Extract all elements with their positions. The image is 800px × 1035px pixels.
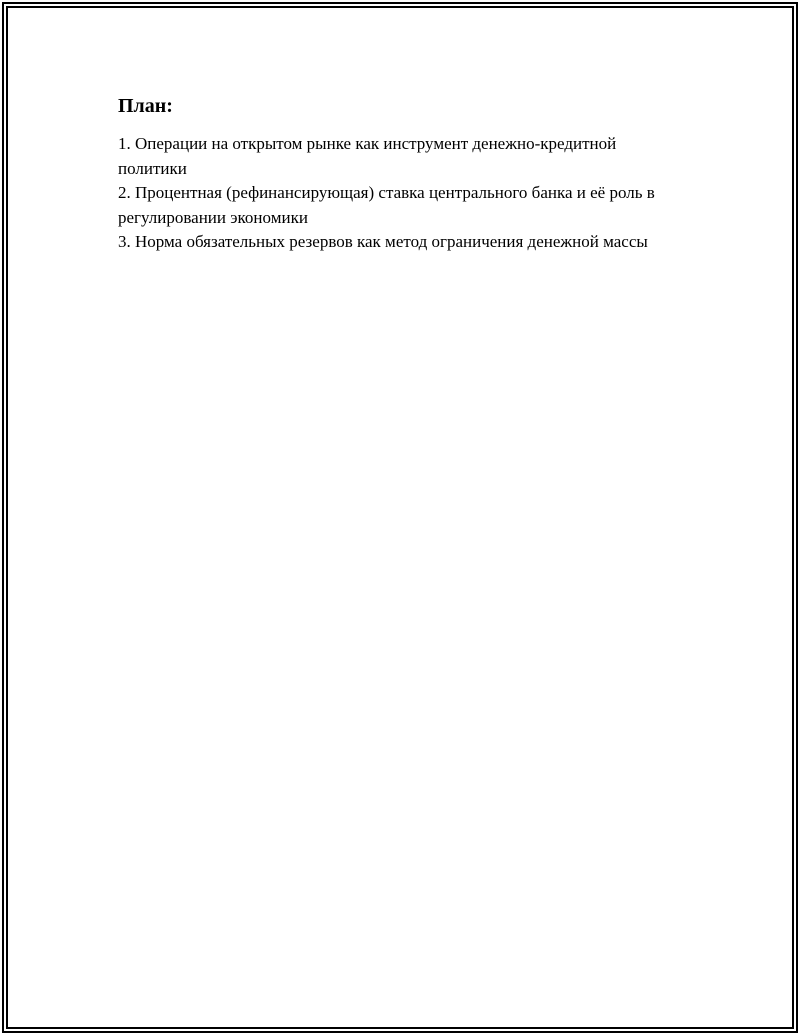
- plan-item-3: 3. Норма обязательных резервов как метод ограничения денежной массы: [118, 232, 648, 251]
- plan-list: [118, 132, 678, 255]
- plan-heading: План:: [118, 95, 173, 117]
- plan-item-2: 2. Процентная (рефинансирующая) ставка центрального банка и её роль в регулировании экономики: [118, 183, 655, 227]
- plan-item-1: 1. Операции на открытом рынке как инструмент денежно-кредитной политики: [118, 134, 617, 178]
- document-body: [118, 93, 678, 255]
